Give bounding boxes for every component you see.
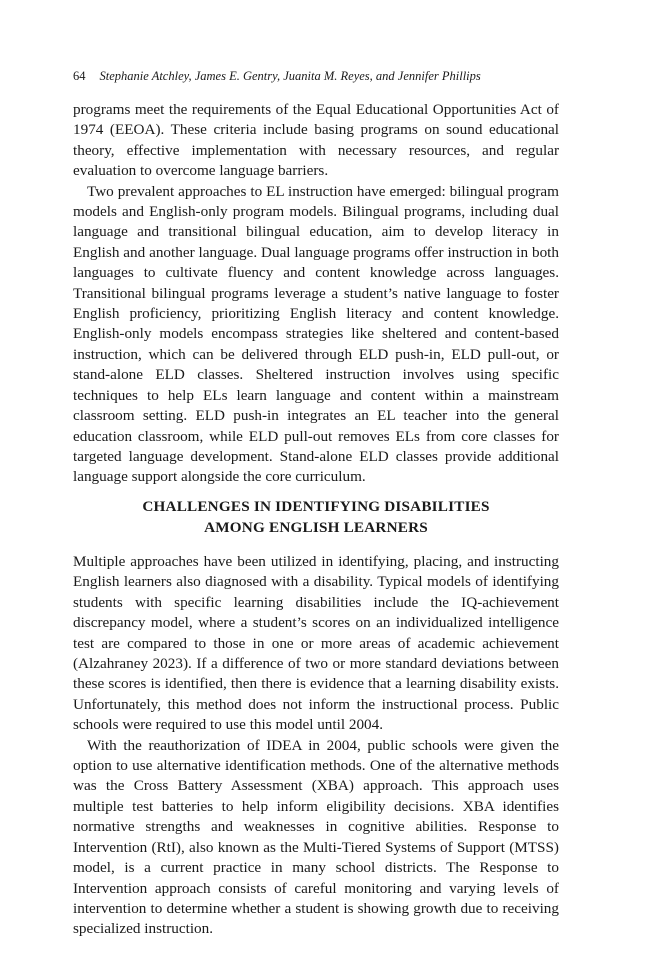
section-heading-line-2: AMONG ENGLISH LEARNERS xyxy=(204,519,428,536)
paragraph-idea-reauthorization: With the reauthorization of IDEA in 2004, public schools were given the option to use alternative identification methods. One of the alternative methods was the Cross Battery Assessment (XBA) approach. This approach uses multiple test batteries to help inform eligibility decisions. XBA identifies normative strengths and weaknesses in cognitive abilities. Response to Intervention (RtI), also known as the Multi-Tiered Systems of Support (MTSS) model, is a current practice in many school districts. The Response to Intervention approach consists of careful monitoring and varying levels of intervention to determine whether a student is showing growth due to receiving specialized instruction. xyxy=(73,736,559,938)
body-text-section-2 xyxy=(73,552,559,940)
paragraph-el-instruction-approaches: Two prevalent approaches to EL instruction have emerged: bilingual program models and English-only program models. Bilingual programs, including dual language and transitional bilingual education, aim to develop literacy in English and another language. Dual language programs offer instruction in both languages to cultivate fluency and content knowledge across languages. Transitional bilingual programs leverage a student’s native language to foster English proficiency, prioritizing English literacy and content knowledge. English-only models encompass strategies like sheltered and content-based instruction, which can be delivered through ELD push-in, ELD pull-out, or stand-alone ELD classes. Sheltered instruction involves using specific techniques to help ELs learn language and content within a mainstream classroom setting. ELD push-in integrates an EL teacher into the general education classroom, while ELD pull-out removes ELs from core classes for targeted language development. Stand-alone ELD classes provide additional language support alongside the core curriculum. xyxy=(73,182,559,486)
running-head-authors: Stephanie Atchley, James E. Gentry, Juanita M. Reyes, and Jennifer Phillips xyxy=(99,69,481,83)
paragraph-eeoa-criteria: programs meet the requirements of the Equal Educational Opportunities Act of 1974 (EEOA). These criteria include basing programs on sound educational theory, effective implementation with necessary resources, and regular evaluation to overcome language barriers. xyxy=(73,101,559,180)
page-number: 64 xyxy=(73,69,86,83)
running-head xyxy=(73,68,559,84)
section-heading-line-1: CHALLENGES IN IDENTIFYING DISABILITIES xyxy=(142,498,490,515)
section-heading xyxy=(73,496,559,538)
paragraph-identification-approaches: Multiple approaches have been utilized in identifying, placing, and instructing English learners also diagnosed with a disability. Typical models of identifying students with specific learning disabilities include the IQ-achievement discrepancy model, where a student’s scores on an individualized intelligence test are compared to those in one or more areas of academic achievement (Alzahraney 2023). If a difference of two or more standard deviations between these scores is identified, then there is evidence that a learning disability exists. Unfortunately, this method does not inform the instructional process. Public schools were required to use this model until 2004. xyxy=(73,553,559,734)
body-text-section-1 xyxy=(73,100,559,488)
